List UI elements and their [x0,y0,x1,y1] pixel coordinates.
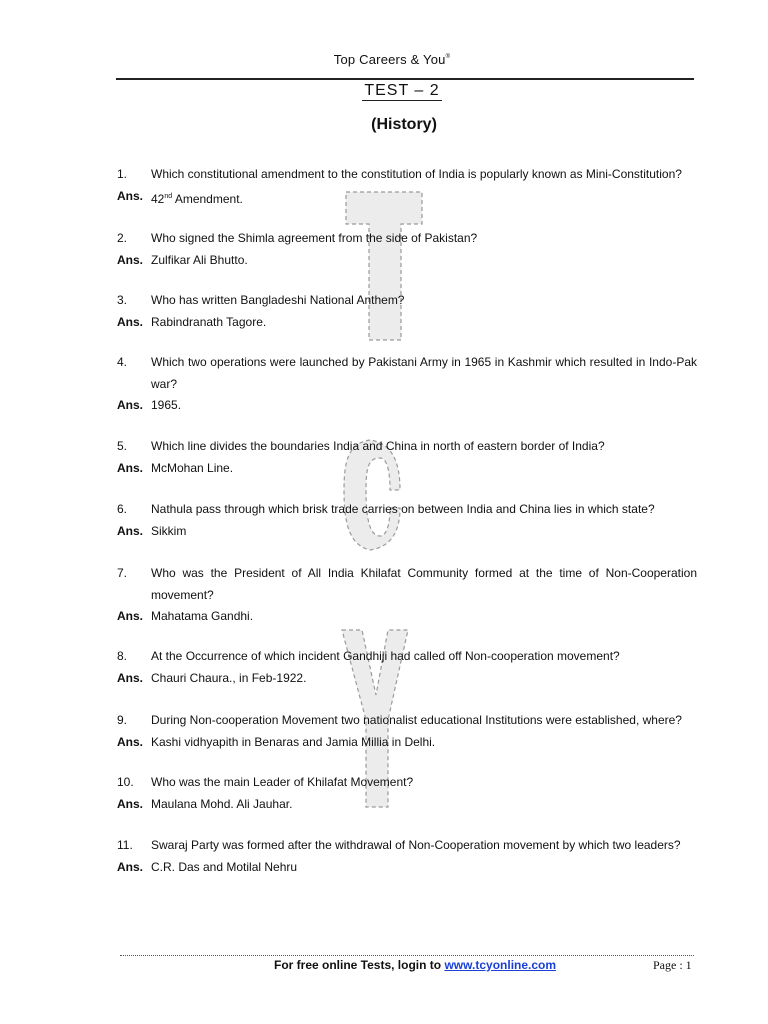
answer-text: Mahatama Gandhi. [151,609,254,623]
question-number: 3. [117,293,128,307]
answer-text: Sikkim [151,523,187,538]
answer-row [117,312,697,334]
question-row [117,499,697,521]
answer-text: 1965. [151,398,182,412]
qa-item [117,164,697,210]
question-row [117,563,697,606]
question-text: Who was the main Leader of Khilafat Movement? [151,775,414,789]
question-text: Who was the President of All India Khilafat Community formed at the time of Non-Cooperation movement? [151,566,697,602]
qa-item [117,290,697,333]
header-rule [116,78,694,80]
question-number: 9. [117,713,128,727]
question-text: Which constitutional amendment to the constitution of India is popularly known as Mini-Constitution? [151,167,682,181]
question-number: 10. [117,775,134,789]
test-title-text: TEST – 2 [364,82,440,99]
answer-text: Zulfikar Ali Bhutto. [151,252,248,267]
question-text: Who signed the Shimla agreement from the side of Pakistan? [151,231,478,245]
footer-rule [120,955,694,956]
question-text: Who has written Bangladeshi National Anthem? [151,293,405,307]
header-brand [0,52,768,67]
answer-row [117,606,697,628]
question-text: Swaraj Party was formed after the withdrawal of Non-Cooperation movement by which two leaders? [151,838,681,852]
answer-text-number: 42 [151,191,165,206]
question-text: Which two operations were launched by Pakistani Army in 1965 in Kashmir which resulted in Indo-Pak war? [151,355,697,391]
question-number: 8. [117,649,128,663]
answer-text-ordinal: nd [164,192,173,200]
answer-label: Ans. [117,609,144,623]
question-number: 1. [117,167,128,181]
question-row [117,290,697,312]
question-row [117,228,697,250]
answer-label: Ans. [117,188,144,203]
answer-row [117,668,697,690]
answer-label: Ans. [117,859,144,874]
question-number: 7. [117,566,128,580]
question-text: At the Occurrence of which incident Gandhiji had called off Non-cooperation movement? [151,649,620,663]
question-text: Which line divides the boundaries India and China in north of eastern border of India? [151,439,605,453]
footer-text [274,958,556,972]
qa-item [117,563,697,628]
question-number: 5. [117,439,128,453]
qa-item [117,436,697,479]
answer-label: Ans. [117,252,144,267]
answer-row [117,186,697,211]
answer-label: Ans. [117,460,144,475]
qa-item [117,835,697,878]
answer-text: Rabindranath Tagore. [151,314,267,329]
registered-mark: ® [445,54,451,60]
question-row [117,835,697,857]
question-number: 2. [117,231,128,245]
question-row [117,772,697,794]
answer-row [117,732,697,754]
test-title [0,82,768,100]
answer-text-rest: Amendment. [172,191,243,206]
qa-item [117,499,697,542]
answer-text: McMohan Line. [151,460,234,475]
question-row [117,710,697,732]
subject-title: (History) [371,116,437,133]
answer-row [117,794,697,816]
question-number: 11. [117,838,133,852]
answer-label: Ans. [117,523,144,538]
answer-row [117,458,697,480]
qa-item [117,710,697,753]
answer-label: Ans. [117,796,144,811]
answer-label: Ans. [117,670,144,685]
answer-text: Kashi vidhyapith in Benaras and Jamia Millia in Delhi. [151,734,436,749]
answer-row [117,250,697,272]
answer-row [117,857,697,879]
question-number: 4. [117,355,128,369]
answer-row [117,395,697,417]
answer-text: Maulana Mohd. Ali Jauhar. [151,796,293,811]
footer-caption: For free online Tests, login to [274,958,442,972]
answer-label: Ans. [117,734,144,749]
brand-name: Top Careers & You [333,52,446,67]
answer-text: C.R. Das and Motilal Nehru [151,859,298,874]
qa-item [117,646,697,689]
question-text: During Non-cooperation Movement two nationalist educational Institutions were established, where? [151,713,682,727]
answer-text [151,186,697,211]
qa-item [117,228,697,271]
footer-link[interactable]: www.tcyonline.com [444,958,557,972]
answer-row [117,521,697,543]
answer-text: Chauri Chaura., in Feb-1922. [151,670,307,685]
question-number: 6. [117,502,128,516]
question-row [117,436,697,458]
answer-label: Ans. [117,314,144,329]
qa-item [117,772,697,815]
question-text: Nathula pass through which brisk trade carries on between India and China lies in which state? [151,502,655,516]
qa-item [117,352,697,417]
answer-label: Ans. [117,398,144,412]
question-row [117,164,697,186]
question-row [117,352,697,395]
page-number: Page : 1 [653,958,692,972]
question-row [117,646,697,668]
